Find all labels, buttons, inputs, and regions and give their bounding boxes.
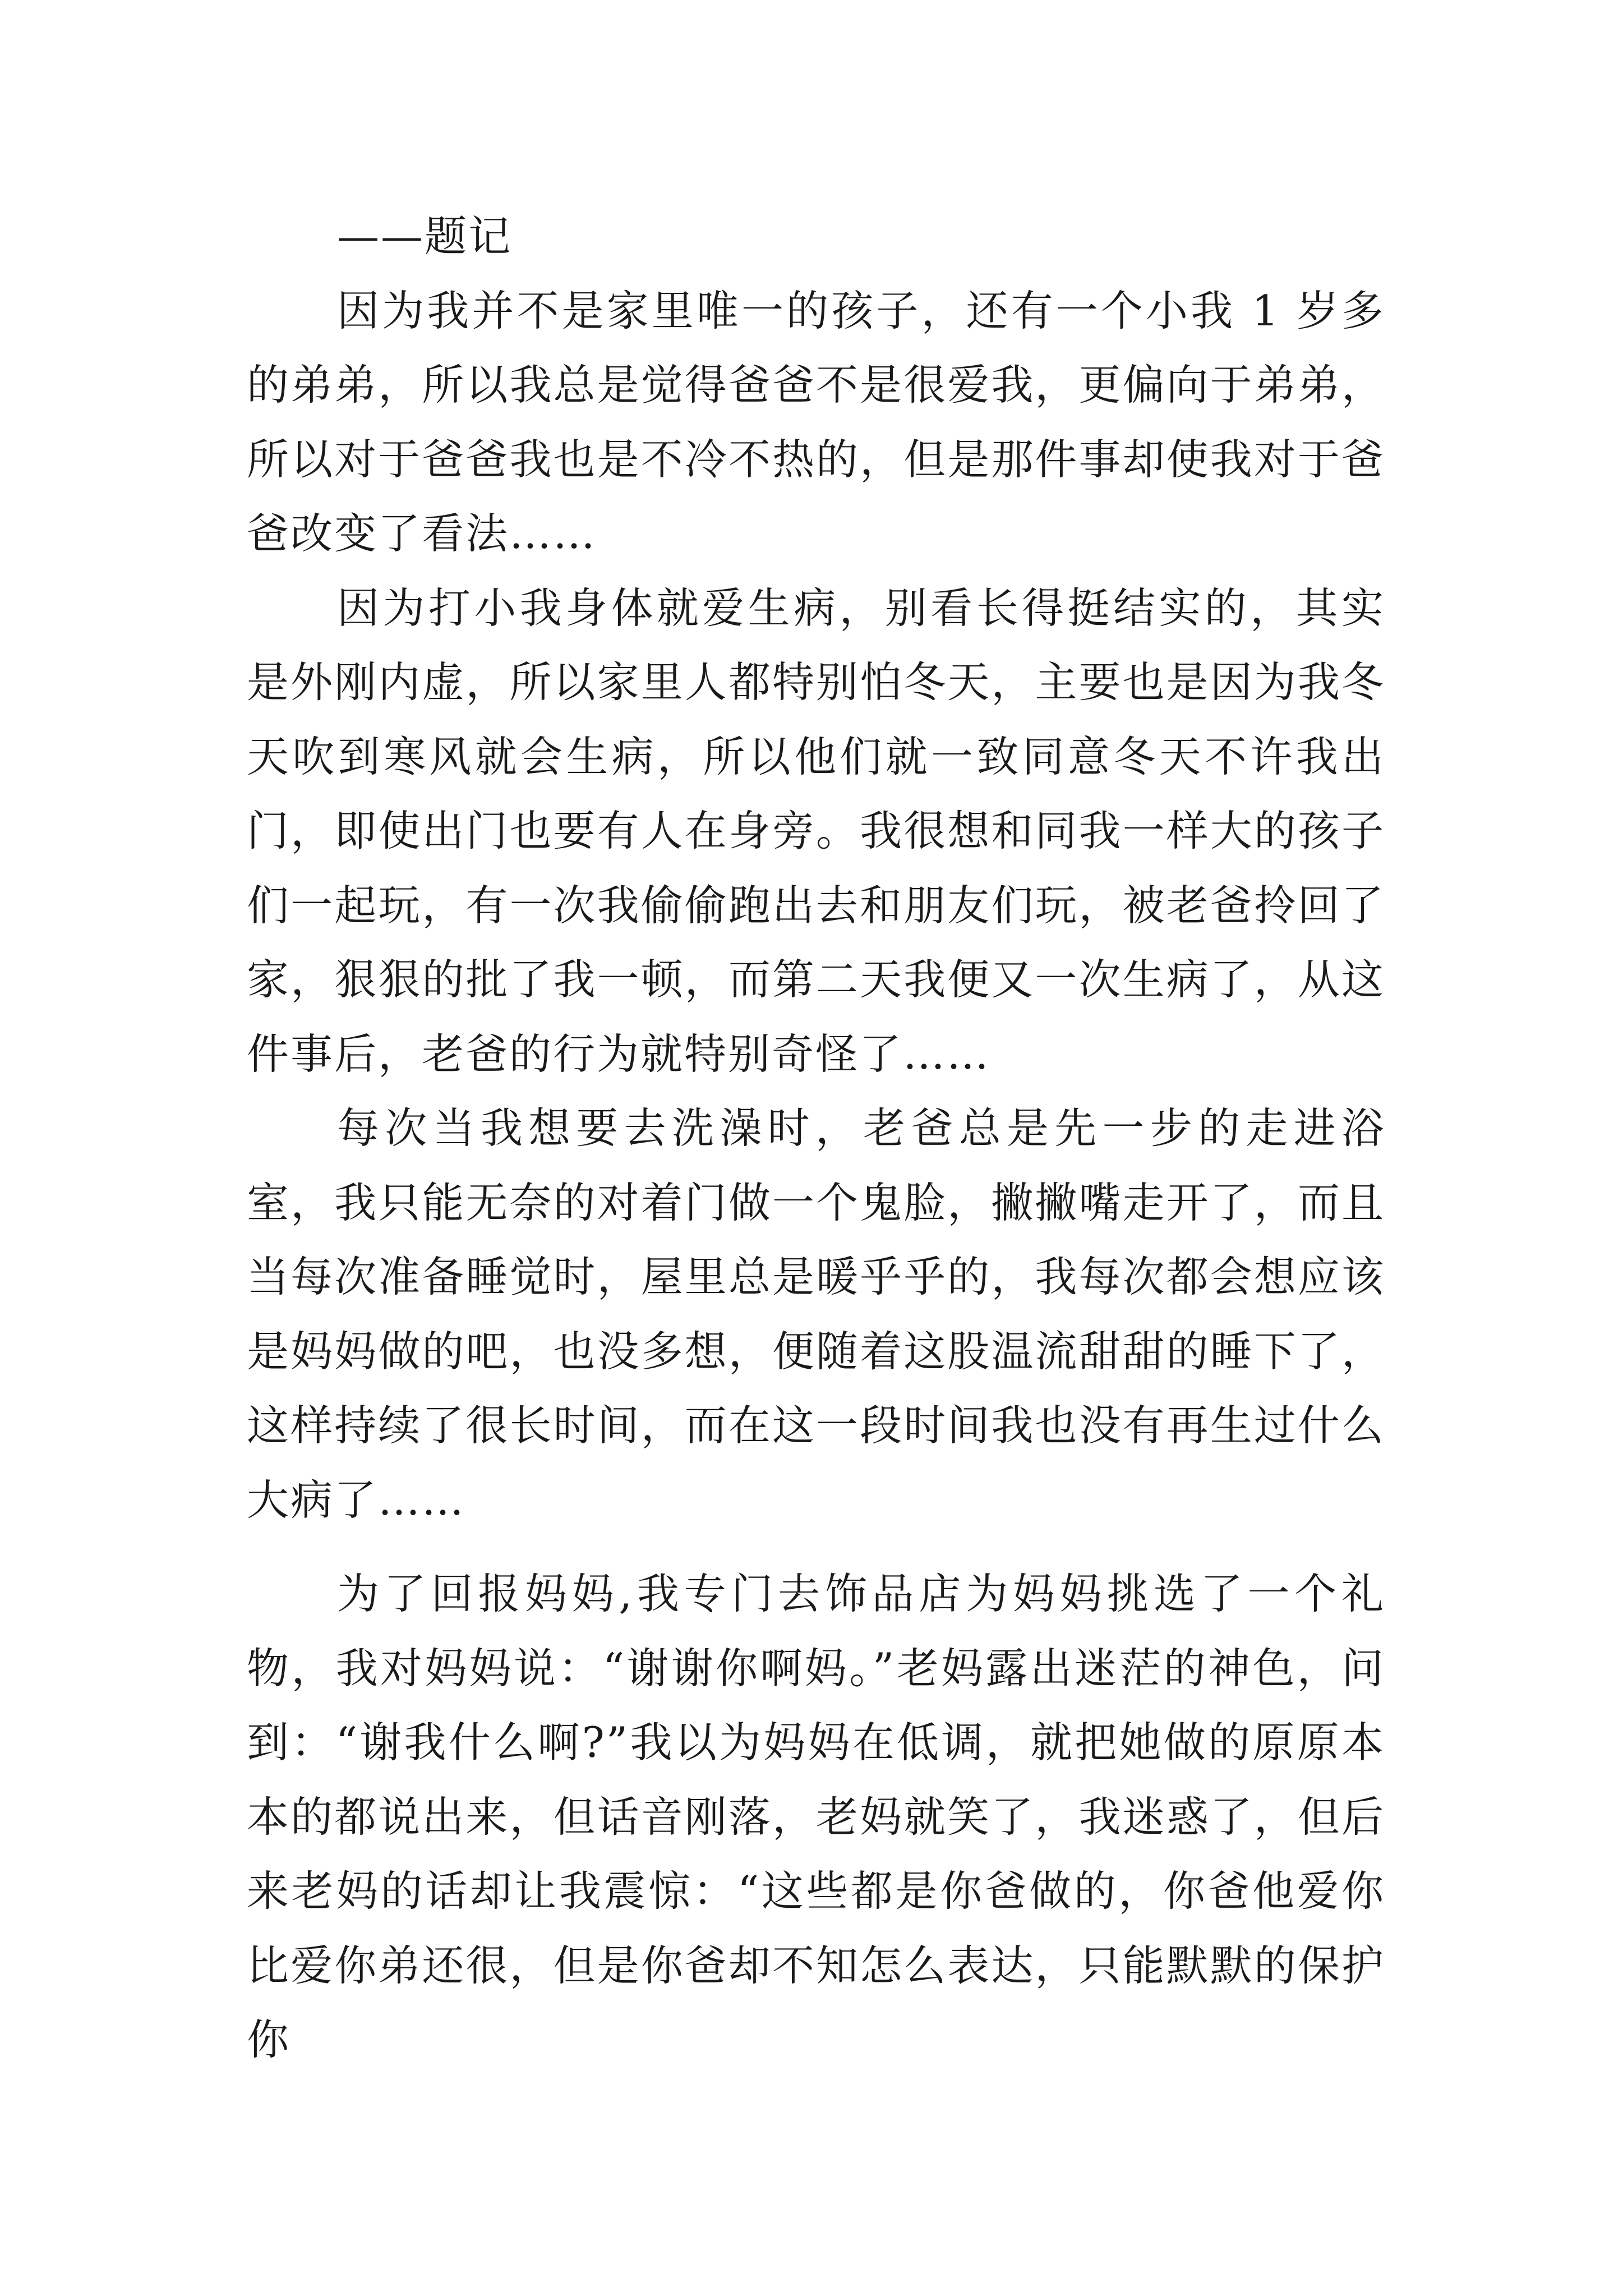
essay-body [247,199,1385,2077]
paragraph-4: 为了回报妈妈,我专门去饰品店为妈妈挑选了一个礼物，我对妈妈说：“谢谢你啊妈。”老妈露出迷茫的神色，问到：“谢我什么啊?”我以为妈妈在低调，就把她做的原原本本的都说出来，但话音刚落，老妈就笑了，我迷惑了，但后来老妈的话却让我震惊：“这些都是你爸做的，你爸他爱你比爱你弟还很，但是你爸却不知怎么表达，只能默默的保护你 [247,1569,1385,2064]
epigraph: ——题记 [337,211,513,261]
paragraph-2: 因为打小我身体就爱生病，别看长得挺结实的，其实是外刚内虚，所以家里人都特别怕冬天，主要也是因为我冬天吹到寒风就会生病，所以他们就一致同意冬天不许我出门，即使出门也要有人在身旁。我很想和同我一样大的孩子们一起玩，有一次我偷偷跑出去和朋友们玩，被老爸拎回了家，狠狠的批了我一顿，而第二天我便又一次生病了，从这件事后，老爸的行为就特别奇怪了…… [247,583,1385,1079]
paragraph-3: 每次当我想要去洗澡时，老爸总是先一步的走进浴室，我只能无奈的对着门做一个鬼脸，撇撇嘴走开了，而且当每次准备睡觉时，屋里总是暖乎乎的，我每次都会想应该是妈妈做的吧，也没多想，便随着这股温流甜甜的睡下了，这样持续了很长时间，而在这一段时间我也没有再生过什么大病了…… [247,1103,1385,1525]
paragraph-1: 因为我并不是家里唯一的孩子，还有一个小我 1 岁多的弟弟，所以我总是觉得爸爸不是很爱我，更偏向于弟弟，所以对于爸爸我也是不冷不热的，但是那件事却使我对于爸爸改变了看法…… [247,286,1385,558]
